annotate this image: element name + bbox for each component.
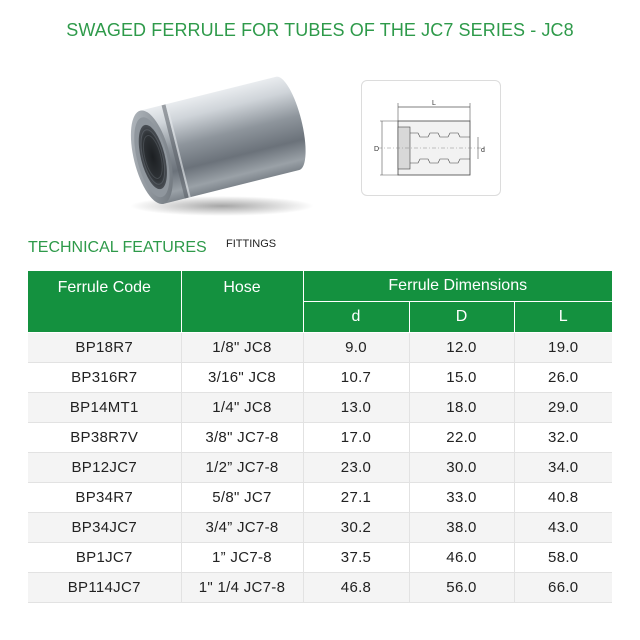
cell-length: 32.0 [514,423,612,453]
cell-hose: 1” JC7-8 [181,543,303,573]
header-d-small: d [303,302,409,333]
table-row [28,453,612,483]
cell-d-big: 12.0 [409,333,514,363]
table-row [28,363,612,393]
header-ferrule-dimensions: Ferrule Dimensions [303,271,612,302]
ferrule-product-image [110,64,316,220]
cell-d-big: 15.0 [409,363,514,393]
cell-code: BP34JC7 [28,513,181,543]
cell-d-small: 13.0 [303,393,409,423]
cell-d-big: 22.0 [409,423,514,453]
header-ferrule-code: Ferrule Code [28,271,181,333]
ferrule-dimension-drawing [362,81,502,197]
cell-code: BP1JC7 [28,543,181,573]
cell-code: BP316R7 [28,363,181,393]
header-d-big: D [409,302,514,333]
dimension-label-d: d [481,147,485,154]
cell-length: 29.0 [514,393,612,423]
cell-length: 40.8 [514,483,612,513]
cell-length: 66.0 [514,573,612,603]
table-row [28,423,612,453]
cell-code: BP34R7 [28,483,181,513]
table-row [28,513,612,543]
header-hose: Hose [181,271,303,333]
cell-length: 58.0 [514,543,612,573]
cell-hose: 1/8" JC8 [181,333,303,363]
dimension-label-L: L [432,100,436,107]
cell-d-big: 30.0 [409,453,514,483]
cell-length: 34.0 [514,453,612,483]
cell-d-small: 46.8 [303,573,409,603]
cell-d-small: 30.2 [303,513,409,543]
cell-hose: 5/8" JC7 [181,483,303,513]
table-row [28,573,612,603]
dimension-label-D: D [374,146,380,153]
cell-code: BP12JC7 [28,453,181,483]
cell-length: 19.0 [514,333,612,363]
cell-d-small: 37.5 [303,543,409,573]
technical-features-table [28,271,612,603]
cell-d-small: 27.1 [303,483,409,513]
cell-hose: 3/8" JC7-8 [181,423,303,453]
section-title: TECHNICAL FEATURES [28,239,207,256]
cell-code: BP38R7V [28,423,181,453]
cell-hose: 1/4" JC8 [181,393,303,423]
cell-hose: 1" 1/4 JC7-8 [181,573,303,603]
cell-hose: 1/2” JC7-8 [181,453,303,483]
table-row [28,393,612,423]
cell-length: 26.0 [514,363,612,393]
cell-d-big: 38.0 [409,513,514,543]
cell-d-small: 17.0 [303,423,409,453]
section-subtitle: FITTINGS [226,238,277,250]
cell-d-big: 56.0 [409,573,514,603]
cell-code: BP18R7 [28,333,181,363]
cell-d-small: 10.7 [303,363,409,393]
table-row [28,333,612,363]
cell-d-small: 23.0 [303,453,409,483]
cell-hose: 3/16" JC8 [181,363,303,393]
cell-d-small: 9.0 [303,333,409,363]
cell-length: 43.0 [514,513,612,543]
header-length: L [514,302,612,333]
cell-hose: 3/4” JC7-8 [181,513,303,543]
table-row [28,543,612,573]
table-row [28,483,612,513]
cell-d-big: 33.0 [409,483,514,513]
cell-code: BP114JC7 [28,573,181,603]
technical-drawing-card [361,80,501,196]
page-title: SWAGED FERRULE FOR TUBES OF THE JC7 SERIES - JC8 [66,20,574,40]
cell-d-big: 46.0 [409,543,514,573]
cell-code: BP14MT1 [28,393,181,423]
cell-d-big: 18.0 [409,393,514,423]
